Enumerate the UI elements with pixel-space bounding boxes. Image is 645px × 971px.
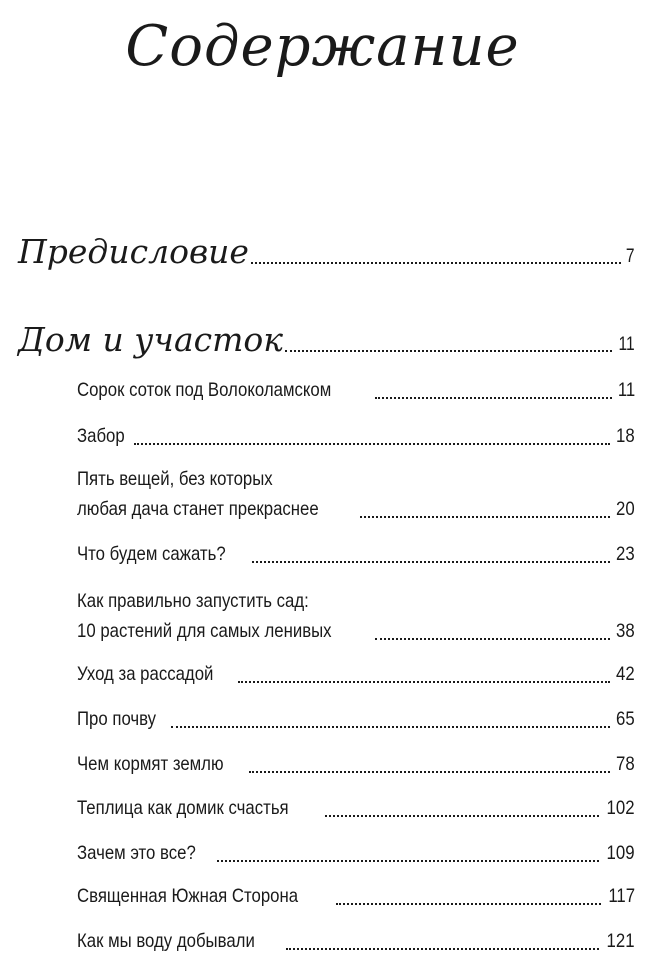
section-title: Предисловие — [18, 232, 249, 271]
page-number: 11 — [617, 379, 635, 401]
toc-entry[interactable] — [77, 750, 635, 778]
entry-title: Сорок соток под Волоколамском — [77, 379, 332, 401]
toc-entry[interactable] — [77, 422, 635, 450]
entry-title: 10 растений для самых ленивых — [77, 620, 332, 642]
toc-section-preface[interactable] — [18, 232, 635, 272]
toc-entry[interactable] — [77, 376, 635, 404]
page-number: 11 — [618, 334, 635, 355]
dot-leader — [134, 443, 610, 445]
toc-entry[interactable] — [77, 927, 635, 955]
entry-title: Чем кормят землю — [77, 753, 224, 775]
dot-leader — [252, 561, 610, 563]
page-number: 65 — [616, 708, 635, 730]
dot-leader — [249, 771, 610, 773]
entry-title: Забор — [77, 425, 125, 447]
entry-title: Что будем сажать? — [77, 543, 226, 565]
toc-entry[interactable] — [77, 839, 635, 867]
toc-entry[interactable] — [77, 495, 635, 523]
page-number: 42 — [616, 663, 635, 685]
page-number: 121 — [607, 930, 635, 952]
entry-title: Зачем это все? — [77, 842, 196, 864]
entry-title-line-1: Пять вещей, без которых — [77, 468, 273, 490]
dot-leader — [325, 815, 599, 817]
toc-entry[interactable] — [77, 705, 635, 733]
page-number: 102 — [607, 797, 635, 819]
page-number: 78 — [616, 753, 635, 775]
dot-leader — [375, 638, 610, 640]
toc-entry[interactable] — [77, 540, 635, 568]
entry-title: Теплица как домик счастья — [77, 797, 289, 819]
toc-section-house-and-plot[interactable] — [18, 320, 635, 360]
entry-title: Как мы воду добывали — [77, 930, 255, 952]
entry-title: Уход за рассадой — [77, 663, 214, 685]
page-title: Содержание — [125, 14, 520, 79]
dot-leader — [360, 516, 610, 518]
dot-leader — [336, 903, 601, 905]
page-number: 117 — [608, 885, 635, 907]
page-number: 18 — [616, 425, 635, 447]
entry-title: любая дача станет прекраснее — [77, 498, 319, 520]
page-number: 7 — [626, 246, 635, 267]
dot-leader — [238, 681, 611, 683]
dot-leader — [217, 860, 599, 862]
dot-leader — [251, 262, 621, 264]
toc-entry[interactable] — [77, 617, 635, 645]
entry-title: Про почву — [77, 708, 157, 730]
toc-entry[interactable] — [77, 794, 635, 822]
entry-title: Священная Южная Сторона — [77, 885, 299, 907]
dot-leader — [285, 350, 612, 352]
dot-leader — [171, 726, 610, 728]
section-title: Дом и участок — [18, 320, 283, 359]
toc-entry[interactable] — [77, 660, 635, 688]
dot-leader — [375, 397, 612, 399]
page-number: 38 — [616, 620, 635, 642]
page-number: 109 — [607, 842, 635, 864]
toc-entry[interactable] — [77, 882, 635, 910]
page-number: 23 — [616, 543, 635, 565]
page-number: 20 — [616, 498, 635, 520]
entry-title-line-1: Как правильно запустить сад: — [77, 590, 309, 612]
dot-leader — [286, 948, 600, 950]
